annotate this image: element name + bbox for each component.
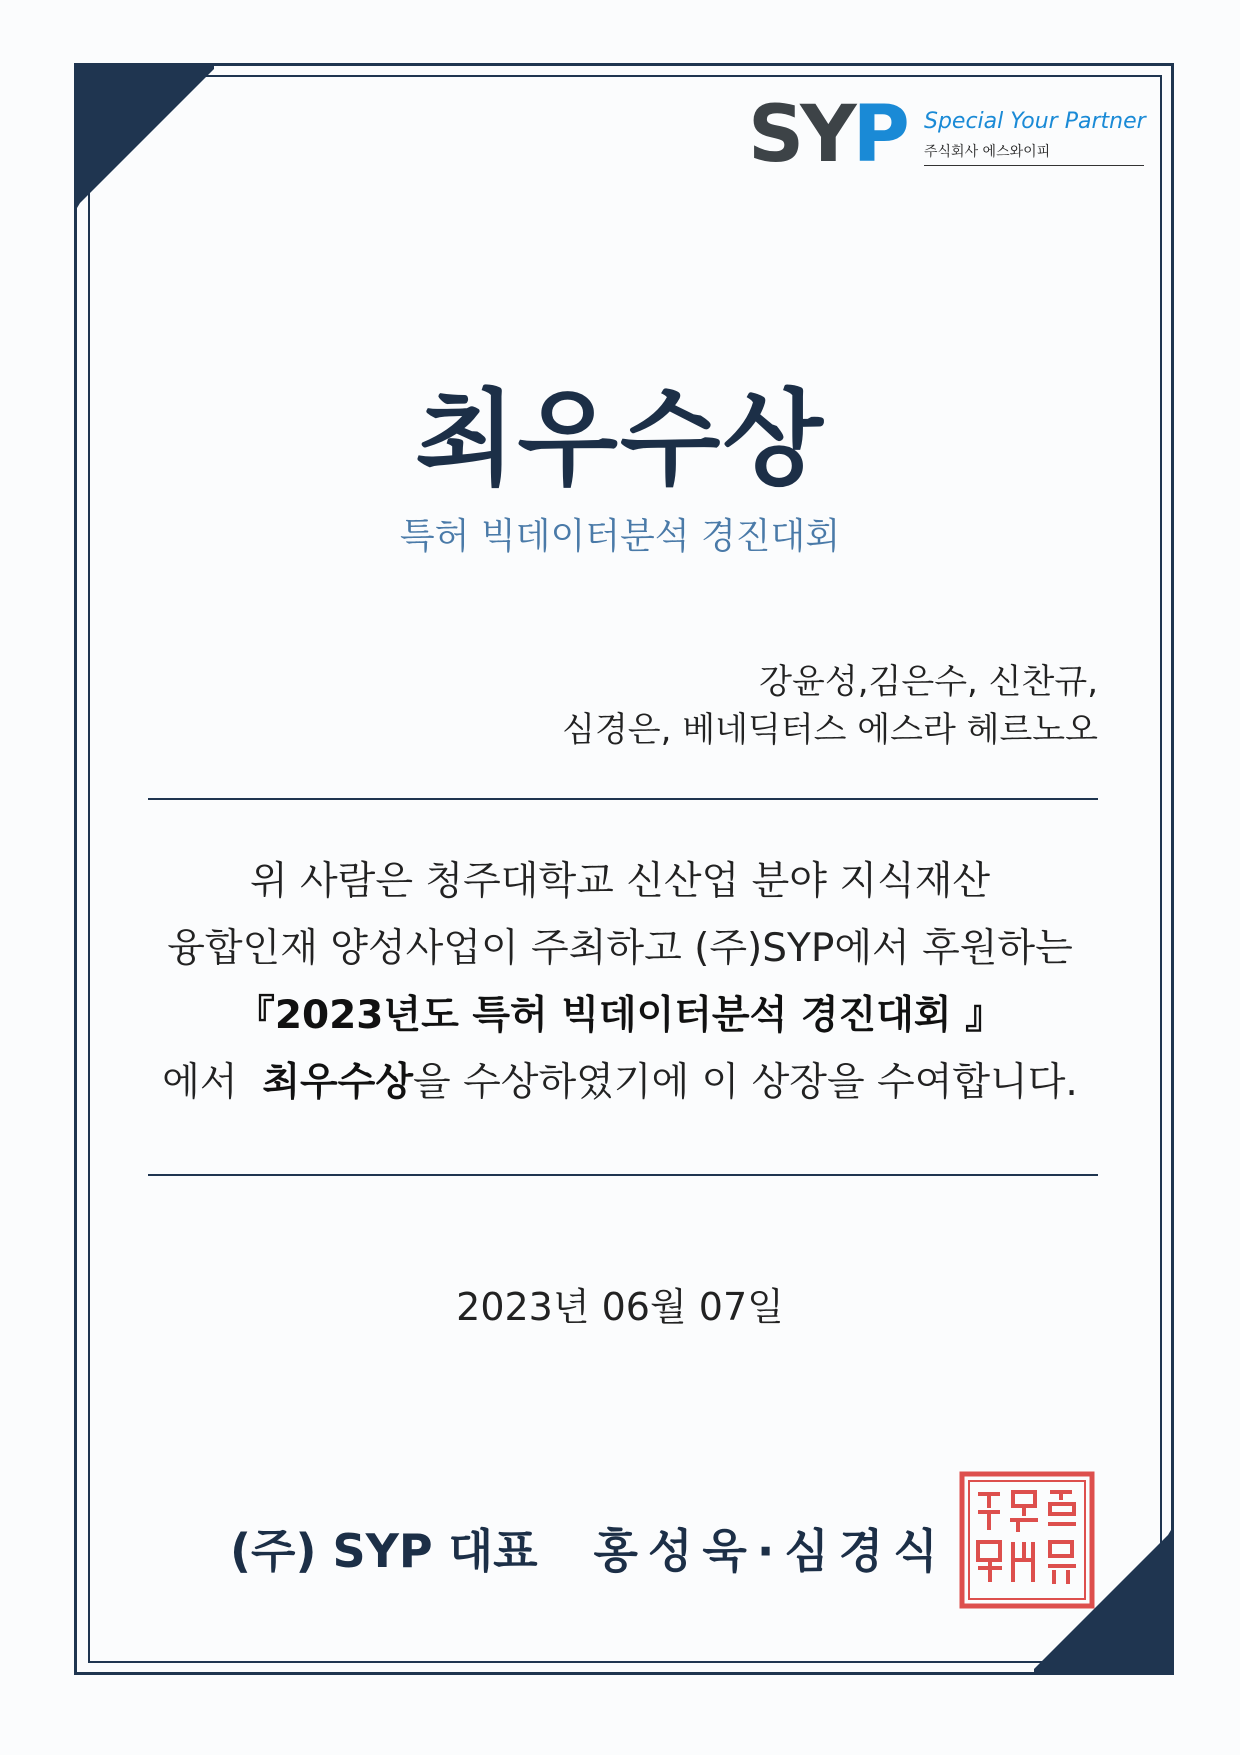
recipients-line-2: 심경은, 베네딕터스 에스라 헤르노오 [562, 710, 1098, 750]
body-line-3: 『2023년도 특허 빅데이터분석 경진대회 』 [235, 993, 1005, 1038]
divider-top [148, 798, 1098, 800]
recipients-line-1: 강윤성,김은수, 신찬규, [759, 662, 1098, 702]
body-line-4 [80, 1049, 1160, 1116]
contest-subtitle: 특허 빅데이터분석 경진대회 [399, 516, 841, 557]
body-line-4-suffix: 을 수상하였기에 이 상장을 수여합니다. [413, 1060, 1078, 1105]
divider-bottom [148, 1174, 1098, 1176]
issuer-signature [230, 1515, 948, 1581]
logo-wordmark: SYP [748, 90, 906, 180]
body-line-2: 융합인재 양성사업이 주최하고 (주)SYP에서 후원하는 [167, 926, 1073, 971]
corner-ornament-top-left [74, 63, 214, 213]
representative-names: 홍성욱·심경식 [593, 1524, 948, 1578]
company-seal-stamp [958, 1470, 1096, 1610]
issuer-company: (주) SYP 대표 [230, 1524, 538, 1578]
logo-tagline: Special Your Partner [924, 109, 1146, 134]
award-title: 최우수상 [415, 378, 825, 500]
recipients [562, 658, 1098, 754]
award-date: 2023년 06월 07일 [456, 1285, 784, 1329]
company-logo [748, 90, 1148, 180]
logo-underline [924, 165, 1144, 166]
body-line-1: 위 사람은 청주대학교 신산업 분야 지식재산 [249, 859, 991, 904]
certificate-body [80, 848, 1160, 1116]
logo-company-name: 주식회사 에스와이피 [924, 144, 1051, 160]
body-line-4-award: 최우수상 [262, 1060, 414, 1105]
body-line-4-prefix: 에서 [162, 1060, 238, 1105]
